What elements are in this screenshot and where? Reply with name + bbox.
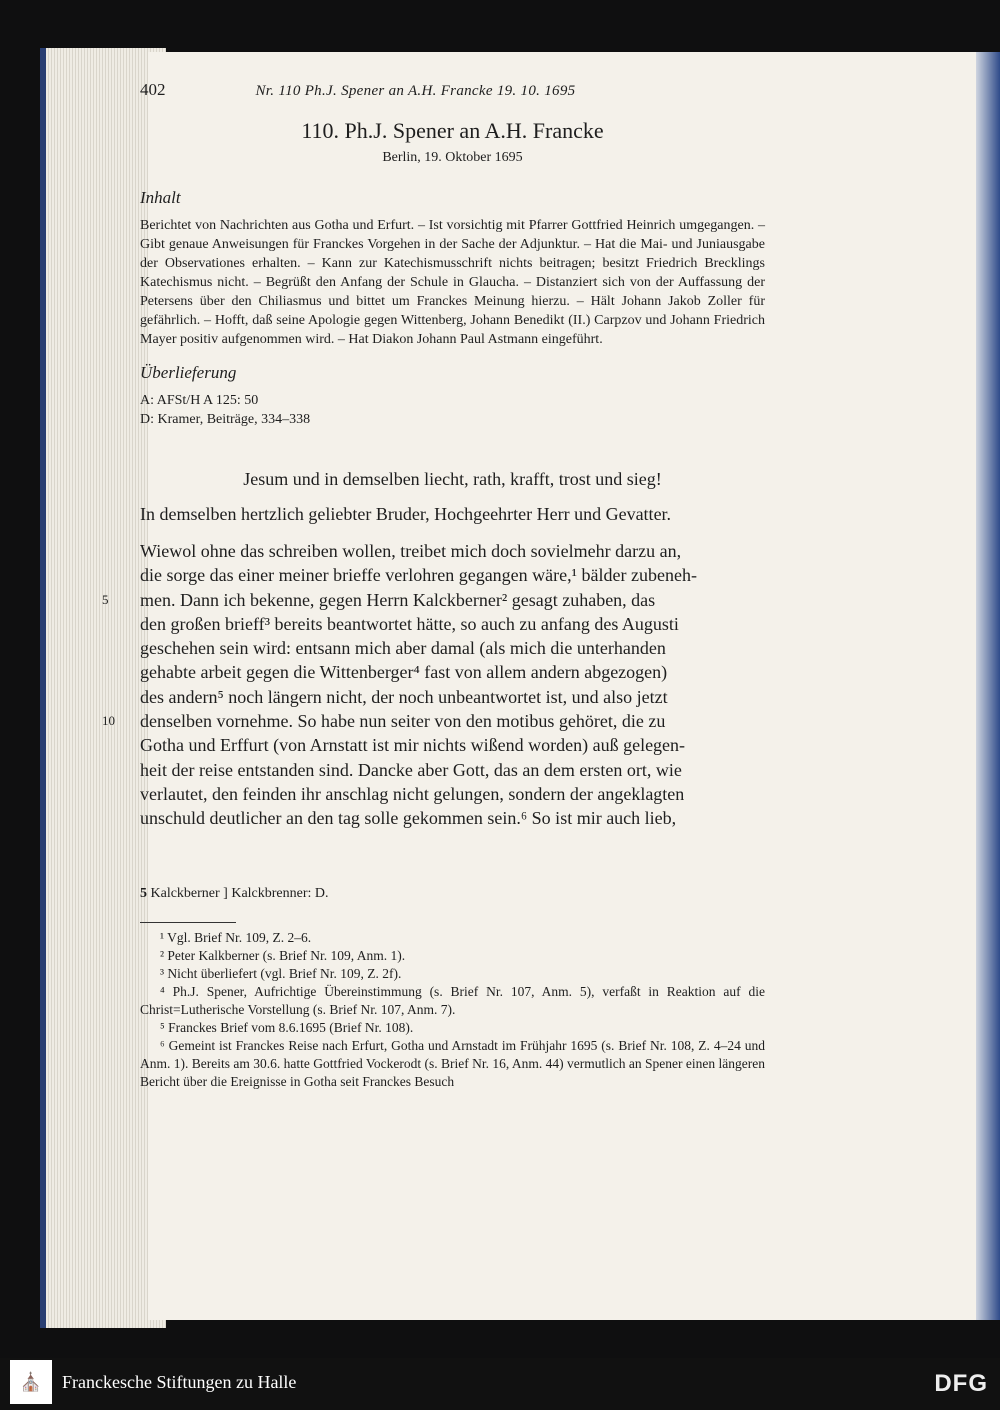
- footnote: ⁵ Franckes Brief vom 8.6.1695 (Brief Nr. 108).: [160, 1019, 414, 1035]
- line-text: des andern⁵ noch längern nicht, der noch unbeantwortet ist, und also jetzt: [140, 686, 668, 707]
- letter-line: [140, 660, 765, 684]
- footnote: ¹ Vgl. Brief Nr. 109, Z. 2–6.: [160, 929, 312, 945]
- letter-greeting: Jesum und in demselben liecht, rath, krafft, trost und sieg!: [243, 469, 662, 489]
- letter-body: [102, 539, 765, 831]
- line-text: unschuld deutlicher an den tag solle gekommen sein.⁶ So ist mir auch lieb,: [140, 808, 677, 829]
- letter-line: [140, 563, 765, 587]
- institution-logo-icon: ⛪: [10, 1360, 52, 1404]
- book-spine: [976, 52, 1000, 1320]
- line-text: gehabte arbeit gegen die Wittenberger⁴ fast von allem andern abgezogen): [140, 662, 668, 683]
- apparatus-line-number: 5: [140, 885, 147, 901]
- letter-line: [140, 539, 765, 563]
- footnote: ² Peter Kalkberner (s. Brief Nr. 109, Anm. 1).: [160, 947, 406, 963]
- line-text: Gotha und Erffurt (von Arnstatt ist mir nichts wißend worden) auß gelegen-: [140, 735, 686, 756]
- footnote: ³ Nicht überliefert (vgl. Brief Nr. 109, Z. 2f).: [160, 965, 402, 981]
- letter-line: [102, 588, 765, 612]
- letter-line: [140, 758, 765, 782]
- footnote: ⁶ Gemeint ist Franckes Reise nach Erfurt, Gotha und Arnstadt im Frühjahr 1695 (s. Brief Nr. 108, Z. 4–24 und Anm. 1). Bereits am 30.6. hatte Gottfried Vockerodt (s. Brief Nr. 16, Anm. 44) vermutlich an Spener einen längeren Bericht über die Ereignisse in Gotha seit Franckes Besuch: [140, 1037, 765, 1089]
- letter-line: [102, 709, 765, 733]
- line-text: denselben vornehme. So habe nun seiter von den motibus gehöret, die zu: [140, 711, 666, 732]
- inhalt-text: Berichtet von Nachrichten aus Gotha und Erfurt. – Ist vorsichtig mit Pfarrer Gottfried Heinrich umgegangen. – Gibt genaue Anweisungen für Franckes Vorgehen in der Sache der Adjunktur. – Hat die Mai- und Juniausgabe der Observationes erhalten. – Kann zur Katechismusschrift nichts beitragen; besitzt Friedrich Brecklings Katechismus nicht. – Begrüßt den Anfang der Schule in Glaucha. – Distanziert sich von der Auffassung der Petersens über den Chiliasmus und bittet um Franckes Meinung hierzu. – Hält Johann Jakob Zoller für gefährlich. – Hofft, daß seine Apologie gegen Wittenberg, Johann Benedikt (II.) Carpzov und Johann Friedrich Mayer positiv aufgenommen wird. – Hat Diakon Johann Paul Astmann eingeführt.: [140, 218, 765, 347]
- inhalt-heading: Inhalt: [140, 188, 181, 207]
- line-text: Wiewol ohne das schreiben wollen, treibet mich doch sovielmehr darzu an,: [140, 541, 682, 561]
- line-number: 10: [102, 713, 115, 729]
- footnote: ⁴ Ph.J. Spener, Aufrichtige Übereinstimmung (s. Brief Nr. 107, Anm. 5), verfaßt in Reaktion auf die Christ=Lutherische Vorstellung (s. Brief Nr. 107, Anm. 7).: [140, 983, 765, 1017]
- institution-name: Franckesche Stiftungen zu Halle: [62, 1372, 297, 1392]
- ueberlieferung-heading: Überlieferung: [140, 363, 237, 382]
- letter-line: [140, 685, 765, 709]
- footnotes: [140, 929, 765, 1091]
- line-text: den großen brieff³ bereits beantwortet hätte, so auch zu anfang des Augusti: [140, 613, 679, 634]
- page-content: [102, 80, 765, 1091]
- line-text: verlautet, den feinden ihr anschlag nicht gelungen, sondern der angeklagten: [140, 783, 685, 804]
- letter-line: [140, 782, 765, 806]
- line-text: geschehen sein wird: entsann mich aber damal (als mich die unterhanden: [140, 638, 666, 659]
- letter-line: [140, 806, 765, 830]
- footnote-rule: [140, 922, 236, 923]
- letter-place-date: Berlin, 19. Oktober 1695: [382, 150, 523, 165]
- critical-apparatus: [140, 886, 765, 902]
- letter-line: [140, 612, 765, 636]
- line-text: men. Dann ich bekenne, gegen Herrn Kalckberner² gesagt zuhaben, das: [140, 589, 656, 610]
- running-header: [140, 80, 765, 100]
- letter-salutation: In demselben hertzlich geliebter Bruder, Hochgeehrter Herr und Gevatter.: [140, 504, 672, 524]
- letter-line: [140, 636, 765, 660]
- dfg-logo: DFG: [934, 1370, 988, 1397]
- ueberlieferung-a: A: AFSt/H A 125: 50: [140, 393, 259, 408]
- page-number: 402: [140, 80, 166, 99]
- line-text: heit der reise entstanden sind. Dancke aber Gott, das an dem ersten ort, wie: [140, 759, 682, 780]
- apparatus-text: Kalckberner ] Kalckbrenner: D.: [150, 885, 329, 901]
- running-title: Nr. 110 Ph.J. Spener an A.H. Francke 19. 10. 1695: [255, 83, 576, 99]
- line-text: die sorge das einer meiner brieffe verlohren gegangen wäre,¹ bälder zubeneh-: [140, 565, 697, 586]
- ueberlieferung-block: [140, 391, 765, 429]
- letter-title: 110. Ph.J. Spener an A.H. Francke: [301, 118, 604, 143]
- letter-line: [140, 733, 765, 757]
- footer-bar: [0, 1358, 1000, 1410]
- line-number: 5: [102, 591, 109, 607]
- ueberlieferung-d: D: Kramer, Beiträge, 334–338: [140, 412, 311, 427]
